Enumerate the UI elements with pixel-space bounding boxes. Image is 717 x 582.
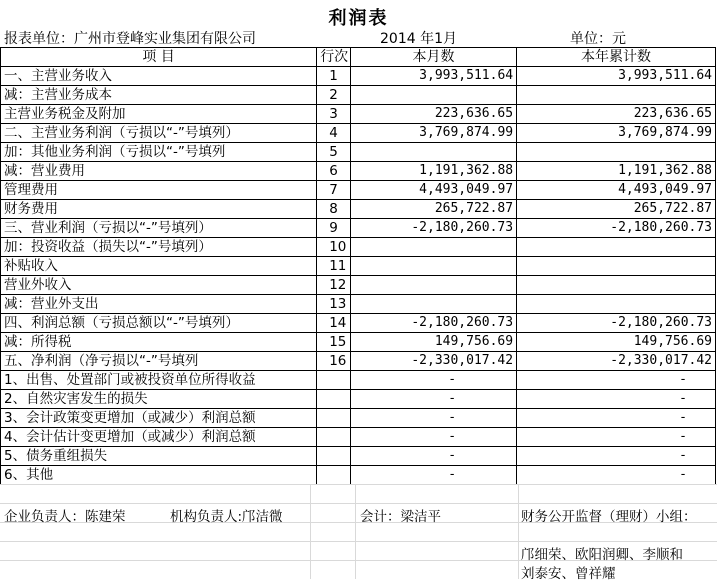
supplement-row-number xyxy=(317,428,351,447)
supplement-row-number xyxy=(317,390,351,409)
supplement-item-name: 2、自然灾害发生的损失 xyxy=(1,390,317,409)
row-month-value xyxy=(350,143,516,162)
row-item-name: 主营业务税金及附加 xyxy=(1,105,317,124)
col-header-year: 本年累计数 xyxy=(517,48,716,67)
row-year-value: 3,993,511.64 xyxy=(517,67,716,86)
row-month-value: 1,191,362.88 xyxy=(350,162,516,181)
row-item-name: 管理费用 xyxy=(1,181,317,200)
committee-members-1: 邝细荣、欧阳润卿、李顺和 xyxy=(521,547,683,563)
col-header-month: 本月数 xyxy=(350,48,516,67)
table-row xyxy=(1,162,716,181)
row-number: 9 xyxy=(317,219,351,238)
row-number: 12 xyxy=(317,276,351,295)
table-row xyxy=(1,333,716,352)
row-number: 16 xyxy=(317,352,351,371)
currency-unit: 单位：元 xyxy=(570,31,626,47)
row-month-value: -2,180,260.73 xyxy=(350,219,516,238)
row-year-value: 4,493,049.97 xyxy=(517,181,716,200)
row-year-value xyxy=(517,295,716,314)
table-row xyxy=(1,257,716,276)
table-row xyxy=(1,238,716,257)
row-year-value: -2,180,260.73 xyxy=(517,219,716,238)
table-row xyxy=(1,314,716,333)
row-number: 7 xyxy=(317,181,351,200)
supplement-item-name: 4、会计估计变更增加（或减少）利润总额 xyxy=(1,428,317,447)
grid-line xyxy=(0,484,717,485)
supplement-year-value: - xyxy=(517,466,716,485)
supplement-month-value: - xyxy=(350,390,516,409)
row-month-value xyxy=(350,257,516,276)
supplement-month-value: - xyxy=(350,447,516,466)
row-number: 1 xyxy=(317,67,351,86)
row-month-value: 149,756.69 xyxy=(350,333,516,352)
row-number: 5 xyxy=(317,143,351,162)
supplement-row xyxy=(1,409,716,428)
grid-line xyxy=(518,484,519,579)
accountant: 会计：梁洁平 xyxy=(360,509,441,525)
supplement-month-value: - xyxy=(350,428,516,447)
row-year-value: 265,722.87 xyxy=(517,200,716,219)
supplement-row xyxy=(1,390,716,409)
row-number: 3 xyxy=(317,105,351,124)
row-item-name: 财务费用 xyxy=(1,200,317,219)
supplement-month-value: - xyxy=(350,371,516,390)
row-month-value: -2,180,260.73 xyxy=(350,314,516,333)
row-year-value: -2,330,017.42 xyxy=(517,352,716,371)
supplement-month-value: - xyxy=(350,466,516,485)
row-year-value xyxy=(517,276,716,295)
table-row xyxy=(1,124,716,143)
row-item-name: 加：投资收益（损失以“-”号填列） xyxy=(1,238,317,257)
grid-line xyxy=(0,541,717,542)
supplement-row xyxy=(1,447,716,466)
row-number: 11 xyxy=(317,257,351,276)
row-item-name: 二、主营业务利润（亏损以“-”号填列） xyxy=(1,124,317,143)
row-month-value: 3,769,874.99 xyxy=(350,124,516,143)
committee-members-2: 刘泰安、曾祥耀 xyxy=(521,566,616,582)
row-item-name: 减：营业费用 xyxy=(1,162,317,181)
supplement-year-value: - xyxy=(517,447,716,466)
row-month-value xyxy=(350,86,516,105)
report-title: 利润表 xyxy=(328,8,389,29)
supervision-committee: 财务公开监督（理财）小组： xyxy=(521,509,697,525)
row-year-value xyxy=(517,257,716,276)
supplement-year-value: - xyxy=(517,390,716,409)
row-number: 8 xyxy=(317,200,351,219)
table-row xyxy=(1,200,716,219)
row-year-value: 223,636.65 xyxy=(517,105,716,124)
row-number: 14 xyxy=(317,314,351,333)
row-month-value: 223,636.65 xyxy=(350,105,516,124)
grid-line xyxy=(355,484,356,579)
row-item-name: 减：所得税 xyxy=(1,333,317,352)
grid-line xyxy=(310,484,311,579)
row-number: 4 xyxy=(317,124,351,143)
row-number: 13 xyxy=(317,295,351,314)
row-year-value: -2,180,260.73 xyxy=(517,314,716,333)
table-row xyxy=(1,181,716,200)
table-row xyxy=(1,352,716,371)
row-year-value: 3,769,874.99 xyxy=(517,124,716,143)
supplement-month-value: - xyxy=(350,409,516,428)
table-row xyxy=(1,276,716,295)
row-month-value xyxy=(350,276,516,295)
supplement-row-number xyxy=(317,447,351,466)
supplement-item-name: 5、债务重组损失 xyxy=(1,447,317,466)
supplement-item-name: 6、其他 xyxy=(1,466,317,485)
grid-line xyxy=(0,503,717,504)
row-year-value xyxy=(517,238,716,257)
supplement-row-number xyxy=(317,466,351,485)
row-month-value xyxy=(350,238,516,257)
col-header-item: 项 目 xyxy=(1,48,317,67)
row-month-value: -2,330,017.42 xyxy=(350,352,516,371)
row-year-value: 149,756.69 xyxy=(517,333,716,352)
row-number: 6 xyxy=(317,162,351,181)
table-row xyxy=(1,86,716,105)
row-month-value xyxy=(350,295,516,314)
income-statement-table xyxy=(0,47,716,485)
row-item-name: 减：主营业务成本 xyxy=(1,86,317,105)
row-year-value xyxy=(517,143,716,162)
col-header-row-no: 行次 xyxy=(317,48,351,67)
row-number: 2 xyxy=(317,86,351,105)
table-header-row xyxy=(1,48,716,67)
row-item-name: 五、净利润（净亏损以“-”号填列 xyxy=(1,352,317,371)
row-item-name: 四、利润总额（亏损总额以“-”号填列） xyxy=(1,314,317,333)
table-row xyxy=(1,67,716,86)
reporting-unit: 报表单位：广州市登峰实业集团有限公司 xyxy=(4,31,256,47)
supplement-year-value: - xyxy=(517,371,716,390)
row-number: 15 xyxy=(317,333,351,352)
supplement-row xyxy=(1,371,716,390)
report-date: 2014 年1月 xyxy=(380,31,457,47)
row-month-value: 4,493,049.97 xyxy=(350,181,516,200)
table-row xyxy=(1,143,716,162)
org-head: 机构负责人:邝洁微 xyxy=(170,509,283,525)
row-item-name: 一、主营业务收入 xyxy=(1,67,317,86)
supplement-year-value: - xyxy=(517,409,716,428)
row-number: 10 xyxy=(317,238,351,257)
row-month-value: 3,993,511.64 xyxy=(350,67,516,86)
supplement-item-name: 3、会计政策变更增加（或减少）利润总额 xyxy=(1,409,317,428)
row-year-value xyxy=(517,86,716,105)
row-item-name: 营业外收入 xyxy=(1,276,317,295)
supplement-row xyxy=(1,428,716,447)
row-item-name: 加：其他业务利润（亏损以“-”号填列 xyxy=(1,143,317,162)
row-item-name: 补贴收入 xyxy=(1,257,317,276)
supplement-item-name: 1、出售、处置部门或被投资单位所得收益 xyxy=(1,371,317,390)
row-year-value: 1,191,362.88 xyxy=(517,162,716,181)
row-month-value: 265,722.87 xyxy=(350,200,516,219)
table-row xyxy=(1,219,716,238)
enterprise-head: 企业负责人：陈建荣 xyxy=(4,509,126,525)
supplement-year-value: - xyxy=(517,428,716,447)
supplement-row-number xyxy=(317,371,351,390)
table-row xyxy=(1,295,716,314)
supplement-row-number xyxy=(317,409,351,428)
supplement-row xyxy=(1,466,716,485)
row-item-name: 三、营业利润（亏损以“-”号填列） xyxy=(1,219,317,238)
row-item-name: 减：营业外支出 xyxy=(1,295,317,314)
table-row xyxy=(1,105,716,124)
